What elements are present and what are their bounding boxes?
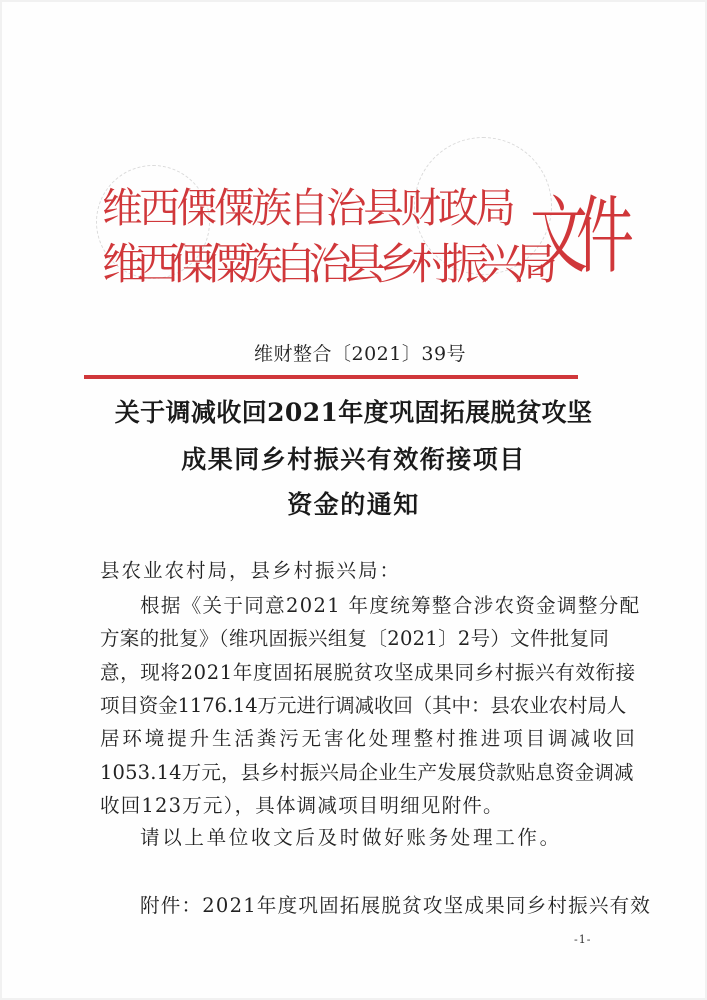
document-title-line-1: 关于调减收回2021年度巩固拓展脱贫攻坚 xyxy=(114,398,593,427)
body-paragraph-line: 项目资金1176.14万元进行调减收回（其中：县农业农村局人 xyxy=(100,694,627,717)
document-type-label: 文件 xyxy=(530,186,623,286)
body-paragraph-line: 居环境提升生活粪污无害化处理整村推进项目调减收回 xyxy=(100,727,638,750)
body-paragraph-line: 收回123万元），具体调减项目明细见附件。 xyxy=(100,794,504,817)
body-paragraph-line: 1053.14万元，县乡村振兴局企业生产发展贷款贴息资金调减 xyxy=(100,761,634,784)
document-title-line-3: 资金的通知 xyxy=(287,490,420,519)
attachment-reference: 附件：2021年度巩固拓展脱贫攻坚成果同乡村振兴有效 xyxy=(140,894,652,917)
issuing-agency-finance: 维西傈僳族自治县财政局 xyxy=(102,184,513,232)
addressee: 县农业农村局，县乡村振兴局： xyxy=(100,559,402,582)
body-paragraph-line: 方案的批复》（维巩固振兴组复〔2021〕2号）文件批复同 xyxy=(100,627,610,650)
issuing-agency-rural-revitalization: 维西傈僳族自治县乡村振兴局 xyxy=(102,240,550,290)
body-paragraph-line: 根据《关于同意2021 年度统筹整合涉农资金调整分配 xyxy=(140,594,641,617)
red-separator-line xyxy=(84,375,578,379)
document-title-line-2: 成果同乡村振兴有效衔接项目 xyxy=(181,445,526,474)
body-paragraph-line: 意，现将2021年度固拓展脱贫攻坚成果同乡村振兴有效衔接 xyxy=(100,661,636,684)
instruction-paragraph: 请以上单位收文后及时做好账务处理工作。 xyxy=(140,826,562,849)
document-number: 维财整合〔2021〕39号 xyxy=(254,343,467,365)
page-number: -1- xyxy=(574,933,592,946)
